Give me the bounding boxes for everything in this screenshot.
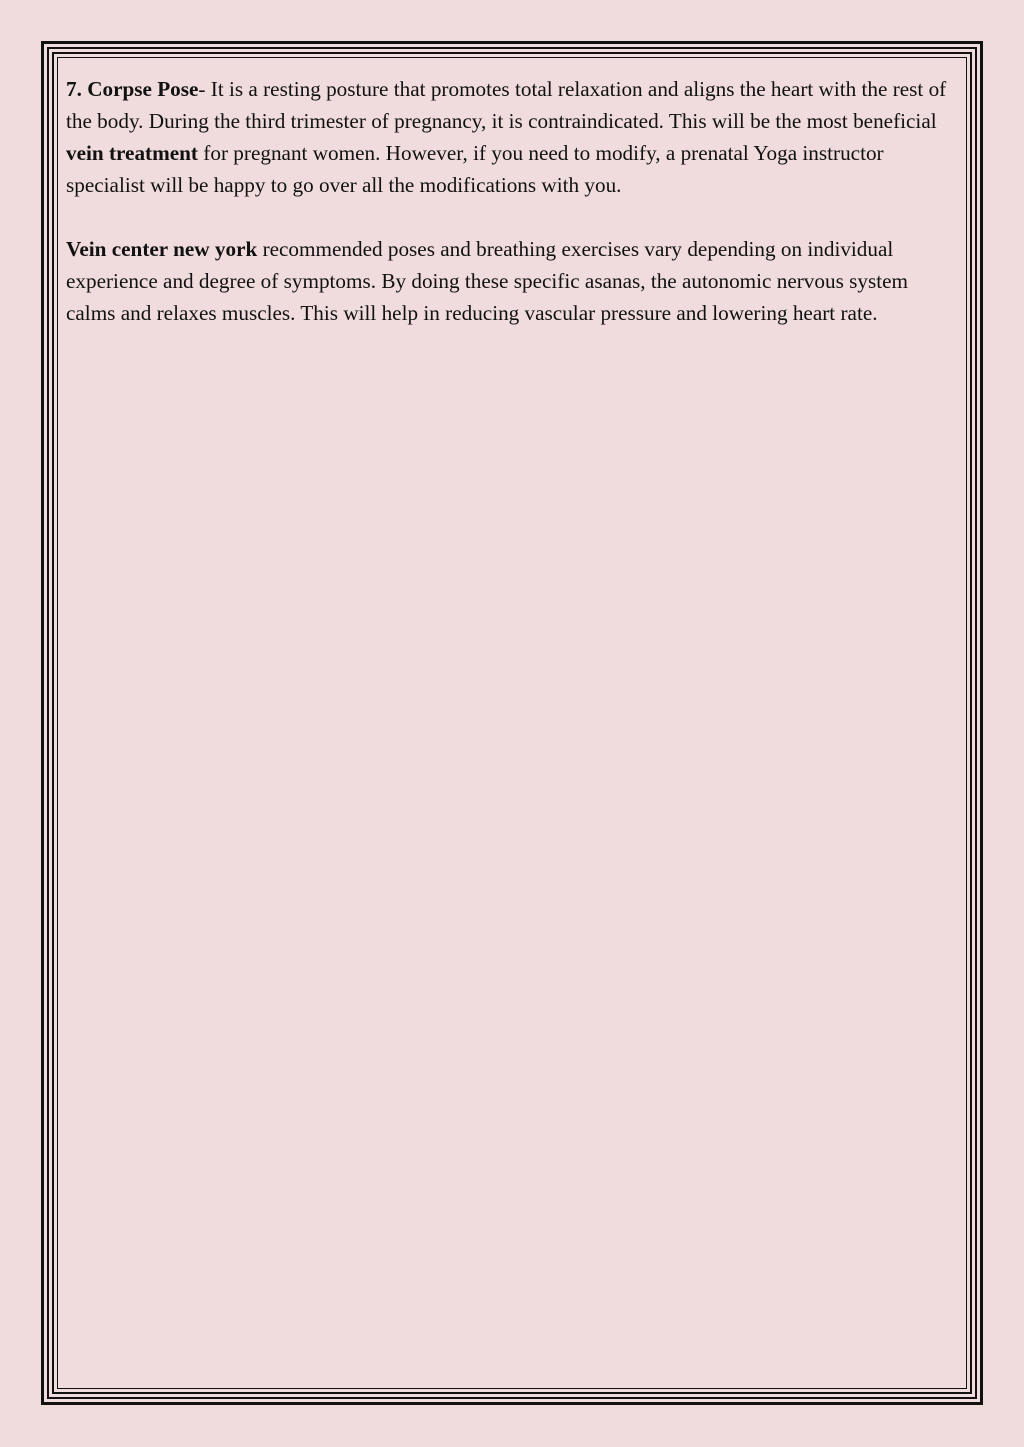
content-area xyxy=(57,57,967,1389)
page-border xyxy=(41,41,983,1405)
vein-center-text: recommended poses and breathing exercises vary depending on individual experience and degree of symptoms. By doing these specific asanas, the autonomic nervous system calms and relaxes muscles. This will help in reducing vascular pressure and lowering heart rate. xyxy=(66,237,908,325)
paragraph-corpse-pose xyxy=(66,73,958,201)
paragraph-vein-center xyxy=(66,233,958,329)
page-border-inner xyxy=(47,47,977,1399)
corpse-pose-text-1: - It is a resting posture that promotes total relaxation and aligns the heart with the rest of the body. During the third trimester of pregnancy, it is contraindicated. This will be the most beneficial xyxy=(66,77,947,133)
page-border-inner-2 xyxy=(52,52,972,1394)
corpse-pose-heading: 7. Corpse Pose xyxy=(66,77,199,101)
corpse-pose-text-2: for pregnant women. However, if you need to modify, a prenatal Yoga instructor specialist will be happy to go over all the modifications with you. xyxy=(66,141,884,197)
vein-treatment-term: vein treatment xyxy=(66,141,198,165)
vein-center-heading: Vein center new york xyxy=(66,237,258,261)
